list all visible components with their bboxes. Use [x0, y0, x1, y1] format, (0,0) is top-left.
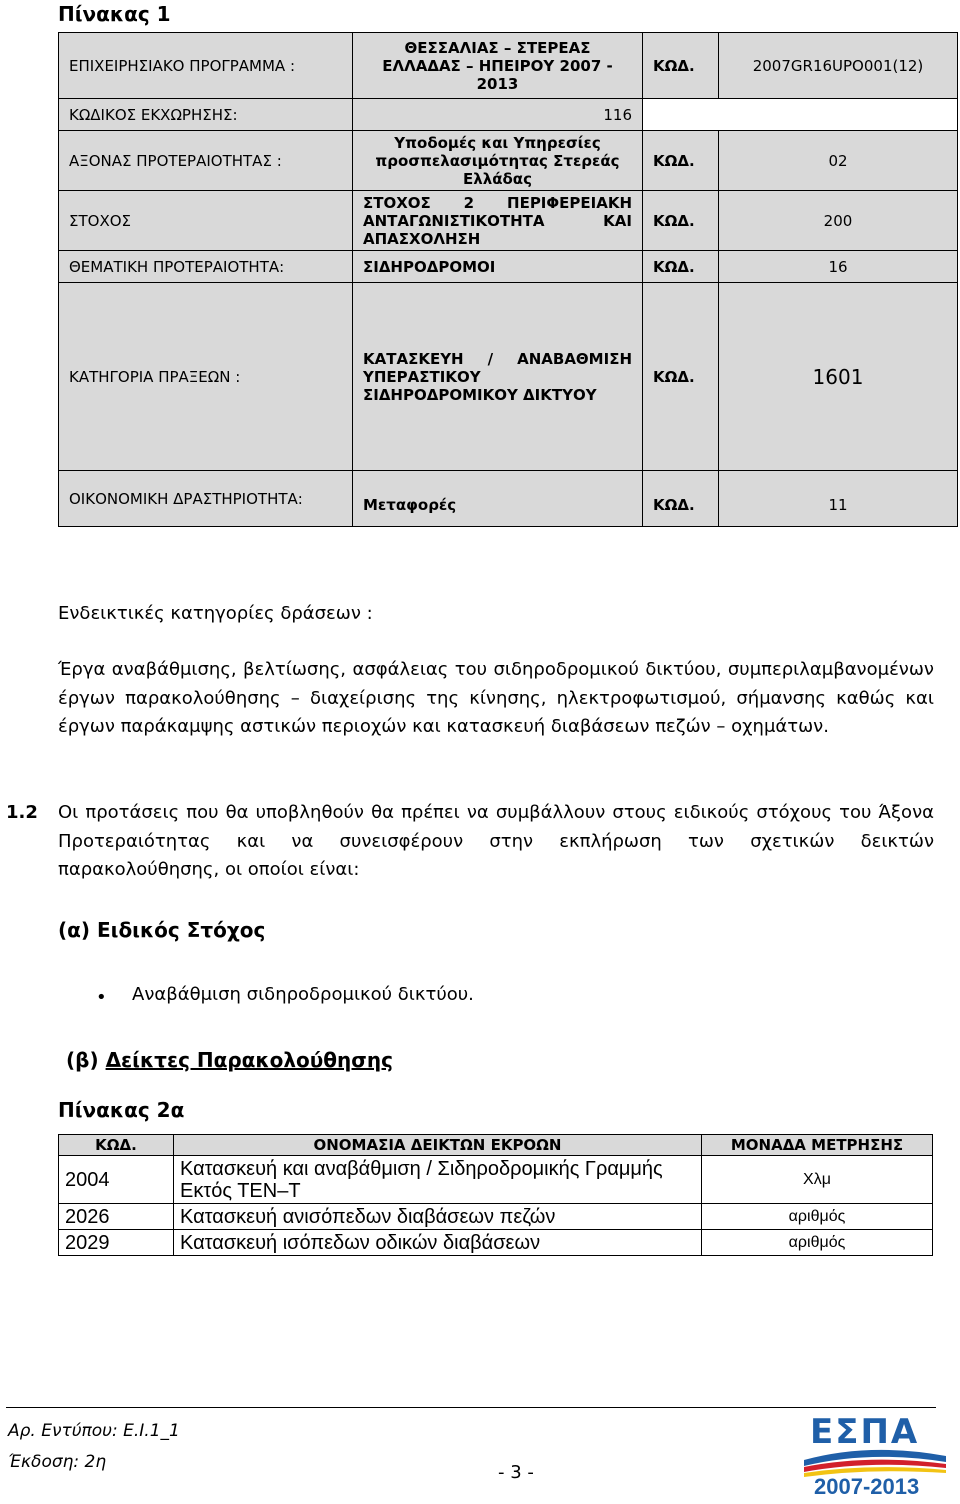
- row-unit: αριθμός: [702, 1204, 933, 1230]
- category-value: ΚΑΤΑΣΚΕΥΗ / ΑΝΑΒΑΘΜΙΣΗ ΥΠΕΡΑΣΤΙΚΟΥ ΣΙΔΗΡΟΔΡΟΜΙΚΟΥ ΔΙΚΤΥΟΥ: [353, 283, 643, 471]
- goal-value: ΣΤΟΧΟΣ 2 ΠΕΡΙΦΕΡΕΙΑΚΗ ΑΝΤΑΓΩΝΙΣΤΙΚΟΤΗΤΑ ΚΑΙ ΑΠΑΣΧΟΛΗΣΗ: [353, 191, 643, 251]
- form-number: Αρ. Εντύπου: Ε.Ι.1_1: [8, 1421, 180, 1441]
- bullet-item: Αναβάθμιση σιδηροδρομικού δικτύου.: [132, 984, 474, 1005]
- row-name: Κατασκευή ανισόπεδων διαβάσεων πεζών: [174, 1204, 702, 1230]
- goal-label: ΣΤΟΧΟΣ: [59, 191, 353, 251]
- section-text: Οι προτάσεις που θα υποβληθούν θα πρέπει να συμβάλλουν στους ειδικούς στόχους του Άξονα Προτεραιότητας και να συνεισφέρουν στην εκπλήρωση των σχετικών δεικτών παρακολούθησης, οι οποίοι είναι:: [58, 802, 934, 880]
- program-info-table: [58, 32, 958, 527]
- header-code: ΚΩΔ.: [59, 1135, 174, 1156]
- logo-text: ΕΣΠΑ: [810, 1412, 920, 1452]
- table-row: [59, 1156, 933, 1204]
- category-code-label: ΚΩΔ.: [643, 283, 719, 471]
- espa-logo: [800, 1412, 950, 1500]
- footer-divider: [6, 1407, 936, 1408]
- row-unit: Χλμ: [702, 1156, 933, 1204]
- header-name: ΟΝΟΜΑΣΙΑ ΔΕΙΚΤΩΝ ΕΚΡΟΩΝ: [174, 1135, 702, 1156]
- axis-code: 02: [719, 131, 958, 191]
- economic-code: 11: [719, 471, 958, 527]
- program-row: [59, 33, 958, 99]
- economic-label: ΟΙΚΟΝΟΜΙΚΗ ΔΡΑΣΤΗΡΙΟΤΗΤΑ:: [59, 471, 353, 527]
- category-row: [59, 283, 958, 471]
- row-code: 2026: [59, 1204, 174, 1230]
- row-unit: αριθμός: [702, 1230, 933, 1256]
- assignment-empty: [643, 99, 958, 131]
- page-number: - 3 -: [498, 1462, 534, 1483]
- logo-years: 2007-2013: [814, 1474, 920, 1499]
- category-code: 1601: [719, 283, 958, 471]
- row-code: 2004: [59, 1156, 174, 1204]
- table-row: [59, 1204, 933, 1230]
- goal-row: [59, 191, 958, 251]
- axis-value: Υποδομές και Υπηρεσίες προσπελασιμότητας Στερεάς Ελλάδας: [353, 131, 643, 191]
- theme-label: ΘΕΜΑΤΙΚΗ ΠΡΟΤΕΡΑΙΟΤΗΤΑ:: [59, 251, 353, 283]
- goal-code-label: ΚΩΔ.: [643, 191, 719, 251]
- assignment-row: [59, 99, 958, 131]
- edition: Έκδοση: 2η: [8, 1452, 107, 1472]
- assignment-value: 116: [353, 99, 643, 131]
- subheading-b-title: Δείκτες Παρακολούθησης: [105, 1048, 393, 1072]
- axis-code-label: ΚΩΔ.: [643, 131, 719, 191]
- indicative-heading: Ενδεικτικές κατηγορίες δράσεων :: [58, 603, 373, 624]
- theme-code-label: ΚΩΔ.: [643, 251, 719, 283]
- assignment-label: ΚΩΔΙΚΟΣ ΕΚΧΩΡΗΣΗΣ:: [59, 99, 353, 131]
- program-label: ΕΠΙΧΕΙΡΗΣΙΑΚΟ ΠΡΟΓΡΑΜΜΑ :: [59, 33, 353, 99]
- economic-value: Μεταφορές: [353, 471, 643, 527]
- section-number: 1.2: [6, 802, 38, 823]
- bullet-icon: •: [96, 987, 107, 1008]
- row-name: Κατασκευή ισόπεδων οδικών διαβάσεων: [174, 1230, 702, 1256]
- program-code-label: ΚΩΔ.: [643, 33, 719, 99]
- table-row: [59, 1230, 933, 1256]
- header-unit: ΜΟΝΑΔΑ ΜΕΤΡΗΣΗΣ: [702, 1135, 933, 1156]
- row-code: 2029: [59, 1230, 174, 1256]
- theme-code: 16: [719, 251, 958, 283]
- indicators-header-row: [59, 1135, 933, 1156]
- table1-heading: Πίνακας 1: [58, 2, 171, 26]
- economic-row: [59, 471, 958, 527]
- economic-code-label: ΚΩΔ.: [643, 471, 719, 527]
- goal-code: 200: [719, 191, 958, 251]
- indicators-table: [58, 1134, 933, 1256]
- row-name: Κατασκευή και αναβάθμιση / Σιδηροδρομικής Γραμμής Εκτός ΤΕΝ–Τ: [174, 1156, 702, 1204]
- table2-heading: Πίνακας 2α: [58, 1098, 185, 1122]
- theme-value: ΣΙΔΗΡΟΔΡΟΜΟΙ: [353, 251, 643, 283]
- theme-row: [59, 251, 958, 283]
- program-value: ΘΕΣΣΑΛΙΑΣ – ΣΤΕΡΕΑΣ ΕΛΛΑΔΑΣ – ΗΠΕΙΡΟΥ 2007 - 2013: [353, 33, 643, 99]
- subheading-a: (α) Ειδικός Στόχος: [58, 918, 266, 942]
- subheading-b: [66, 1048, 393, 1072]
- subheading-b-prefix: (β): [66, 1048, 106, 1072]
- category-label: ΚΑΤΗΓΟΡΙΑ ΠΡΑΞΕΩΝ :: [59, 283, 353, 471]
- axis-row: [59, 131, 958, 191]
- program-code: 2007GR16UPO001(12): [719, 33, 958, 99]
- indicative-paragraph: Έργα αναβάθμισης, βελτίωσης, ασφάλειας του σιδηροδρομικού δικτύου, συμπεριλαμβανομένων έργων παρακολούθησης – διαχείρισης της κίνησης, ηλεκτροφωτισμού, σήμανσης καθώς και έργων παράκαμψης αστικών περιοχών και κατασκευή διαβάσεων πεζών – οχημάτων.: [58, 659, 934, 737]
- axis-label: ΑΞΟΝΑΣ ΠΡΟΤΕΡΑΙΟΤΗΤΑΣ :: [59, 131, 353, 191]
